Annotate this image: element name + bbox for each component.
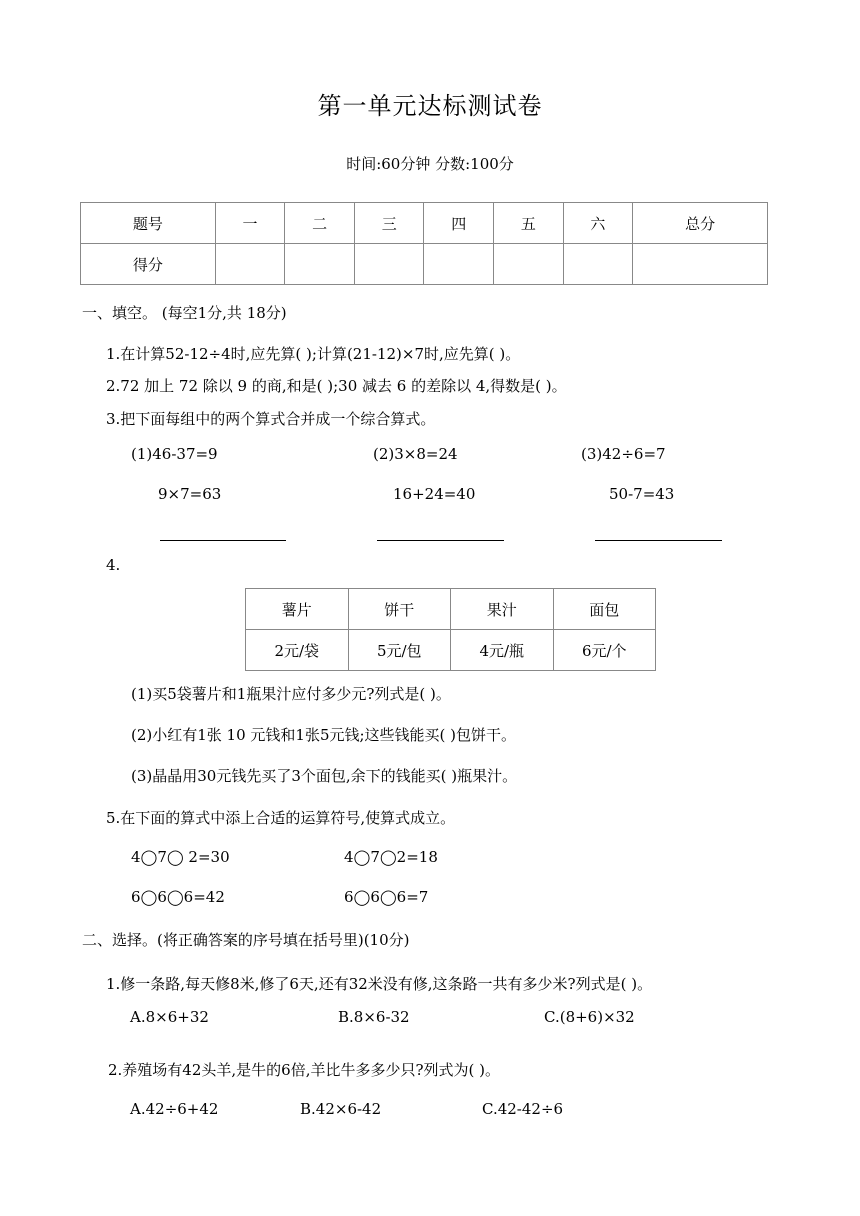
price-table-price: 4元/瓶	[451, 630, 554, 671]
price-table-item: 面包	[553, 589, 656, 630]
score-table-header-cell: 六	[563, 203, 633, 244]
exam-time-score: 时间:60分钟 分数:100分	[346, 155, 514, 173]
q2-2-option-b[interactable]: B.42×6-42	[300, 1100, 382, 1118]
answer-line-2[interactable]	[377, 540, 504, 541]
page-title: 第一单元达标测试卷	[317, 92, 543, 120]
score-table	[80, 202, 768, 285]
score-cell[interactable]	[215, 244, 285, 285]
question-1-4-1: (1)买5袋薯片和1瓶果汁应付多少元?列式是( )。	[131, 685, 451, 703]
score-cell[interactable]	[285, 244, 355, 285]
q3-group-2-a: (2)3×8=24	[373, 445, 458, 463]
section1-heading: 一、填空。 (每空1分,共 18分)	[82, 304, 287, 322]
price-table-price-row	[246, 630, 656, 671]
score-table-header-row	[81, 203, 768, 244]
q5-equation-3: 6◯6◯6=42	[131, 888, 225, 906]
q3-group-2-b: 16+24=40	[393, 485, 476, 503]
price-table-price: 6元/个	[553, 630, 656, 671]
q3-group-1-a: (1)46-37=9	[131, 445, 218, 463]
price-table-price: 5元/包	[348, 630, 451, 671]
q3-group-3-a: (3)42÷6=7	[581, 445, 666, 463]
q2-2-option-a[interactable]: A.42÷6+42	[130, 1100, 219, 1118]
question-2-2: 2.养殖场有42头羊,是牛的6倍,羊比牛多多少只?列式为( )。	[108, 1061, 500, 1079]
price-table-price: 2元/袋	[246, 630, 349, 671]
q2-1-option-c[interactable]: C.(8+6)×32	[544, 1008, 635, 1026]
q5-equation-4: 6◯6◯6=7	[344, 888, 429, 906]
q2-1-option-b[interactable]: B.8×6-32	[338, 1008, 410, 1026]
price-table	[245, 588, 656, 671]
score-cell[interactable]	[494, 244, 564, 285]
question-1-2: 2.72 加上 72 除以 9 的商,和是( );30 减去 6 的差除以 4,得数是( )。	[106, 377, 567, 395]
score-cell[interactable]	[424, 244, 494, 285]
score-table-header-cell: 四	[424, 203, 494, 244]
score-table-header-cell: 题号	[81, 203, 216, 244]
question-1-4-label: 4.	[106, 556, 121, 574]
price-table-item: 果汁	[451, 589, 554, 630]
price-table-item: 薯片	[246, 589, 349, 630]
score-table-score-row	[81, 244, 768, 285]
q3-group-1-b: 9×7=63	[158, 485, 222, 503]
q2-1-option-a[interactable]: A.8×6+32	[130, 1008, 209, 1026]
question-1-5: 5.在下面的算式中添上合适的运算符号,使算式成立。	[106, 809, 456, 827]
question-1-3: 3.把下面每组中的两个算式合并成一个综合算式。	[106, 410, 436, 428]
score-cell[interactable]	[633, 244, 768, 285]
score-row-label: 得分	[81, 244, 216, 285]
q2-2-option-c[interactable]: C.42-42÷6	[482, 1100, 564, 1118]
question-1-1: 1.在计算52-12÷4时,应先算( );计算(21-12)×7时,应先算( )。	[106, 345, 521, 363]
score-table-header-cell: 总分	[633, 203, 768, 244]
question-1-4-2: (2)小红有1张 10 元钱和1张5元钱;这些钱能买( )包饼干。	[131, 726, 517, 744]
price-table-item-row	[246, 589, 656, 630]
q3-group-3-b: 50-7=43	[609, 485, 675, 503]
answer-line-3[interactable]	[595, 540, 722, 541]
q5-equation-2: 4◯7◯2=18	[344, 848, 438, 866]
answer-line-1[interactable]	[160, 540, 286, 541]
section2-heading: 二、选择。(将正确答案的序号填在括号里)(10分)	[82, 931, 410, 949]
question-1-4-3: (3)晶晶用30元钱先买了3个面包,余下的钱能买( )瓶果汁。	[131, 767, 518, 785]
score-cell[interactable]	[563, 244, 633, 285]
score-table-header-cell: 二	[285, 203, 355, 244]
question-2-1: 1.修一条路,每天修8米,修了6天,还有32米没有修,这条路一共有多少米?列式是( )。	[106, 975, 653, 993]
score-cell[interactable]	[354, 244, 424, 285]
score-table-header-cell: 五	[494, 203, 564, 244]
price-table-item: 饼干	[348, 589, 451, 630]
score-table-header-cell: 三	[354, 203, 424, 244]
q5-equation-1: 4◯7◯ 2=30	[131, 848, 230, 866]
score-table-header-cell: 一	[215, 203, 285, 244]
